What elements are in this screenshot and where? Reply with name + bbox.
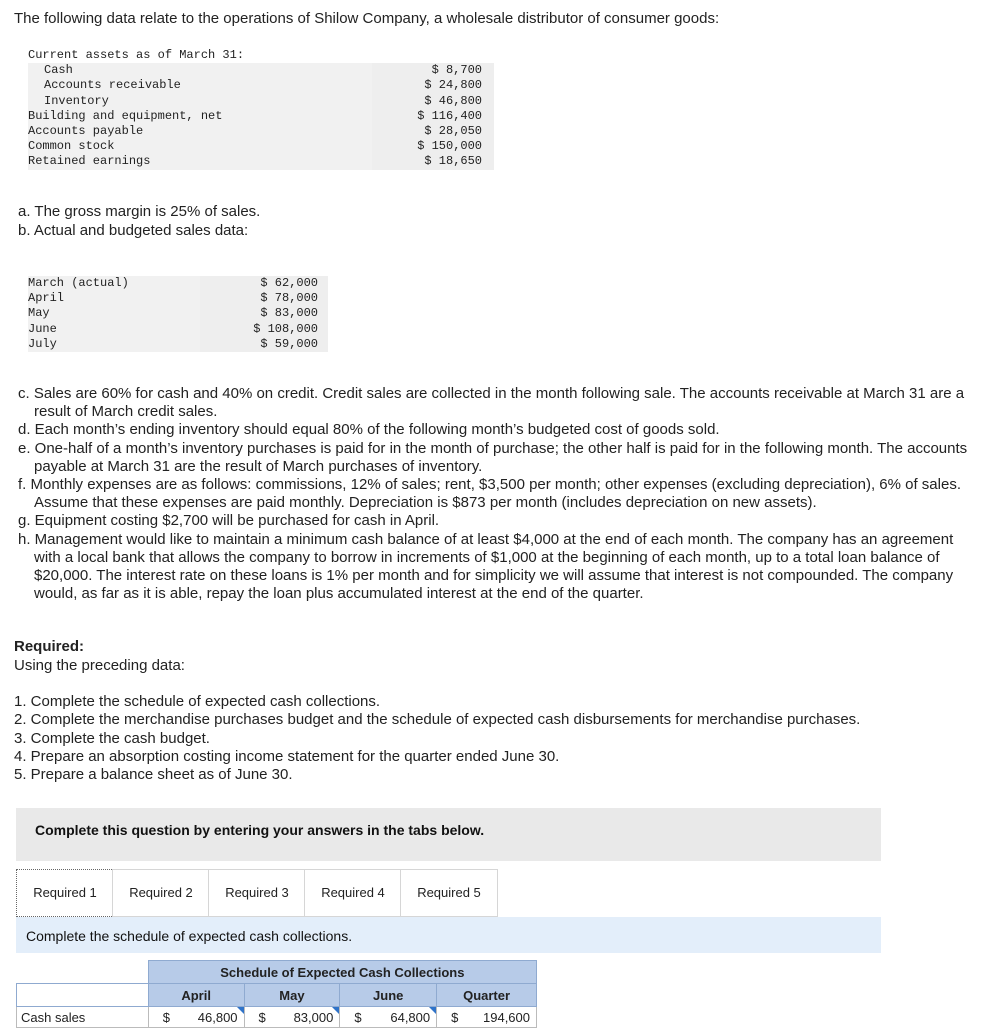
sales-row: [28, 276, 328, 291]
sales-value: $ 62,000: [200, 276, 328, 291]
answer-flag-icon: [429, 1007, 436, 1014]
asset-value: $ 18,650: [372, 154, 494, 169]
note-d: d. Each month’s ending inventory should equal 80% of the following month’s budgeted cost of goods sold.: [18, 421, 720, 439]
question-panel: [16, 808, 881, 861]
required-step: 3. Complete the cash budget.: [14, 729, 210, 747]
schedule-title: Schedule of Expected Cash Collections: [148, 961, 536, 984]
asset-row-retained-earnings: [28, 154, 494, 169]
asset-row-building: [28, 109, 494, 124]
asset-label: Cash: [28, 63, 372, 78]
asset-label: Building and equipment, net: [28, 109, 372, 124]
required-step: 4. Prepare an absorption costing income statement for the quarter ended June 30.: [14, 747, 560, 765]
schedule-title-row: [17, 961, 537, 984]
asset-label: Inventory: [28, 94, 372, 109]
cell-value: 64,800: [390, 1010, 431, 1025]
required-section: [14, 638, 185, 675]
required-subtitle: Using the preceding data:: [14, 656, 185, 674]
asset-row-common-stock: [28, 139, 494, 154]
sales-value: $ 83,000: [200, 306, 328, 321]
sales-month: April: [28, 291, 200, 306]
cash-collections-schedule: [16, 960, 537, 1028]
sales-row: [28, 322, 328, 337]
sales-value: $ 78,000: [200, 291, 328, 306]
current-assets-heading: Current assets as of March 31:: [28, 48, 245, 62]
sales-month: May: [28, 306, 200, 321]
sales-row: [28, 291, 328, 306]
required-step: 1. Complete the schedule of expected cash collections.: [14, 693, 381, 710]
schedule-header-row: [17, 984, 537, 1007]
cash-sales-quarter-input[interactable]: [437, 1007, 537, 1028]
current-assets-table: [28, 48, 494, 170]
cash-sales-may-input[interactable]: [244, 1007, 340, 1028]
asset-label: Accounts receivable: [28, 78, 372, 93]
asset-label: Accounts payable: [28, 124, 372, 139]
cell-value: 83,000: [293, 1010, 334, 1025]
currency-symbol: $: [451, 1010, 459, 1025]
asset-label: Common stock: [28, 139, 372, 154]
asset-value: $ 46,800: [372, 94, 494, 109]
asset-label: Retained earnings: [28, 154, 372, 169]
tab-required-4[interactable]: Required 4: [304, 869, 402, 917]
currency-symbol: $: [162, 1010, 170, 1025]
answer-flag-icon: [237, 1007, 244, 1014]
asset-row-inventory: [28, 94, 494, 109]
cash-sales-june-input[interactable]: [340, 1007, 437, 1028]
tab-required-3[interactable]: Required 3: [208, 869, 306, 917]
sales-month: July: [28, 337, 200, 352]
sales-value: $ 108,000: [200, 322, 328, 337]
tab-required-1[interactable]: Required 1: [16, 869, 114, 917]
note-h: h. Management would like to maintain a minimum cash balance of at least $4,000 at the end of each month. The company has an agreement with a local bank that allows the company to borrow in increments of $1,000 at the beginning of each month, up to a total loan balance of $20,000. The interest rate on these loans is 1% per month and for simplicity we will assume that interest is not compounded. The company would, as far as it is able, repay the loan plus accumulated interest at the end of the quarter.: [18, 530, 954, 603]
note-a: a. The gross margin is 25% of sales.: [18, 203, 261, 220]
sales-row: [28, 337, 328, 352]
note-b: b. Actual and budgeted sales data:: [18, 221, 249, 239]
row-label: Cash sales: [17, 1007, 149, 1028]
tab-required-5[interactable]: Required 5: [400, 869, 498, 917]
notes-ab: [18, 203, 260, 240]
sales-row: [28, 306, 328, 321]
note-e: e. One-half of a month’s inventory purchases is paid for in the month of purchase; the other half is paid for in the following month. The accounts payable at March 31 are the result of March purchases of inventory.: [18, 439, 968, 475]
currency-symbol: $: [354, 1010, 362, 1025]
asset-value: $ 150,000: [372, 139, 494, 154]
column-header-may: May: [244, 984, 340, 1007]
answer-flag-icon: [332, 1007, 339, 1014]
notes-list: [18, 385, 973, 603]
cell-value: 194,600: [483, 1010, 530, 1025]
current-assets-heading-row: [28, 48, 494, 63]
asset-value: $ 28,050: [372, 124, 494, 139]
sales-month: June: [28, 322, 200, 337]
required-step: 5. Prepare a balance sheet as of June 30.: [14, 766, 293, 784]
required-steps: [14, 693, 860, 784]
asset-row-accounts-payable: [28, 124, 494, 139]
cash-sales-april-input[interactable]: [148, 1007, 244, 1028]
required-title: Required:: [14, 638, 85, 655]
panel-text: Complete this question by entering your answers in the tabs below.: [35, 822, 485, 838]
column-header-april: April: [148, 984, 244, 1007]
asset-row-cash: [28, 63, 494, 78]
currency-symbol: $: [258, 1010, 266, 1025]
sales-table: [28, 276, 328, 352]
column-header-june: June: [340, 984, 437, 1007]
instruction-text: Complete the schedule of expected cash collections.: [26, 928, 353, 944]
note-c: c. Sales are 60% for cash and 40% on credit. Credit sales are collected in the month following sale. The accounts receivable at March 31 are a result of March credit sales.: [18, 385, 965, 421]
note-f: f. Monthly expenses are as follows: commissions, 12% of sales; rent, $3,500 per month; other expenses (excluding depreciation), 6% of sales. Assume that these expenses are paid monthly. Depreciation is $873 per month (includes depreciation on new assets).: [18, 476, 961, 512]
sales-value: $ 59,000: [200, 337, 328, 352]
asset-value: $ 24,800: [372, 78, 494, 93]
schedule-row-cash-sales: [17, 1007, 537, 1028]
tab-required-2[interactable]: Required 2: [112, 869, 210, 917]
intro-text: The following data relate to the operations of Shilow Company, a wholesale distributor of consumer goods:: [14, 10, 720, 27]
column-header-quarter: Quarter: [437, 984, 537, 1007]
asset-value: $ 8,700: [372, 63, 494, 78]
asset-row-accounts-receivable: [28, 78, 494, 93]
required-step: 2. Complete the merchandise purchases budget and the schedule of expected cash disbursements for merchandise purchases.: [14, 711, 861, 729]
cell-value: 46,800: [197, 1010, 238, 1025]
sales-month: March (actual): [28, 276, 200, 291]
instruction-bar: [16, 917, 881, 953]
asset-value: $ 116,400: [372, 109, 494, 124]
note-g: g. Equipment costing $2,700 will be purchased for cash in April.: [18, 512, 440, 530]
